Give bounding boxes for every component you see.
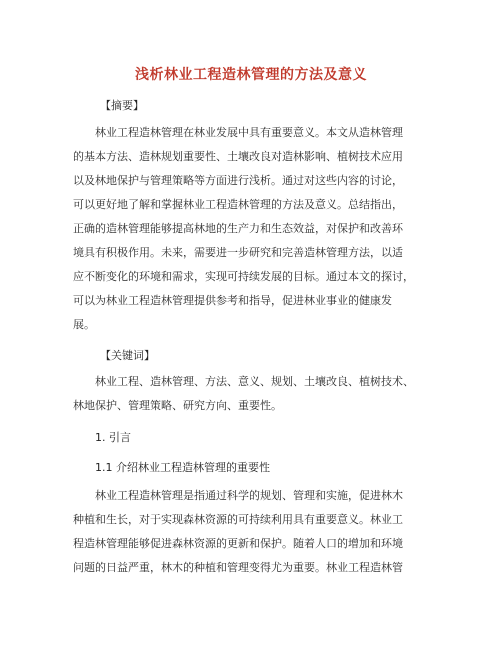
section-1-1-line: 种植和生长，对于实现森林资源的可持续利用具有重要意义。林业工 [73,513,403,526]
section-1-1-line: 问题的日益严重，林木的种植和管理变得尤为重要。林业工程造林管 [73,561,403,574]
abstract-line: 应不断变化的环境和需求，实现可持续发展的目标。通过本文的探讨， [73,270,414,283]
section-1-1-line: 程造林管理能够促进森林资源的更新和保护。随着人口的增加和环境 [73,537,403,550]
keywords-line: 林业工程、造林管理、方法、意义、规划、土壤改良、植树技术、 [95,375,414,388]
keywords-heading: 【关键词】 [100,349,155,362]
abstract-line: 的基本方法、造林规划重要性、土壤改良对造林影响、植树技术应用 [73,150,403,163]
abstract-line: 可以为林业工程造林管理提供参考和指导，促进林业事业的健康发 [73,294,392,307]
section-1-heading: 1. 引言 [95,431,131,444]
abstract-line: 境具有积极作用。未来，需要进一步研究和完善造林管理方法，以适 [73,246,403,259]
abstract-line: 林业工程造林管理在林业发展中具有重要意义。本文从造林管理 [95,126,403,139]
section-1-1-heading: 1.1 介绍林业工程造林管理的重要性 [95,461,270,474]
abstract-line: 以及林地保护与管理策略等方面进行浅析。通过对这些内容的讨论， [73,174,403,187]
section-1-1-line: 林业工程造林管理是指通过科学的规划、管理和实施，促进林木 [95,489,403,502]
abstract-line: 展。 [73,318,95,331]
abstract-line: 正确的造林管理能够提高林地的生产力和生态效益，对保护和改善环 [73,222,403,235]
keywords-line: 林地保护、管理策略、研究方向、重要性。 [73,399,282,412]
abstract-heading: 【摘要】 [100,99,144,112]
document-title: 浅析林业工程造林管理的方法及意义 [135,67,367,83]
abstract-line: 可以更好地了解和掌握林业工程造林管理的方法及意义。总结指出， [73,198,403,211]
